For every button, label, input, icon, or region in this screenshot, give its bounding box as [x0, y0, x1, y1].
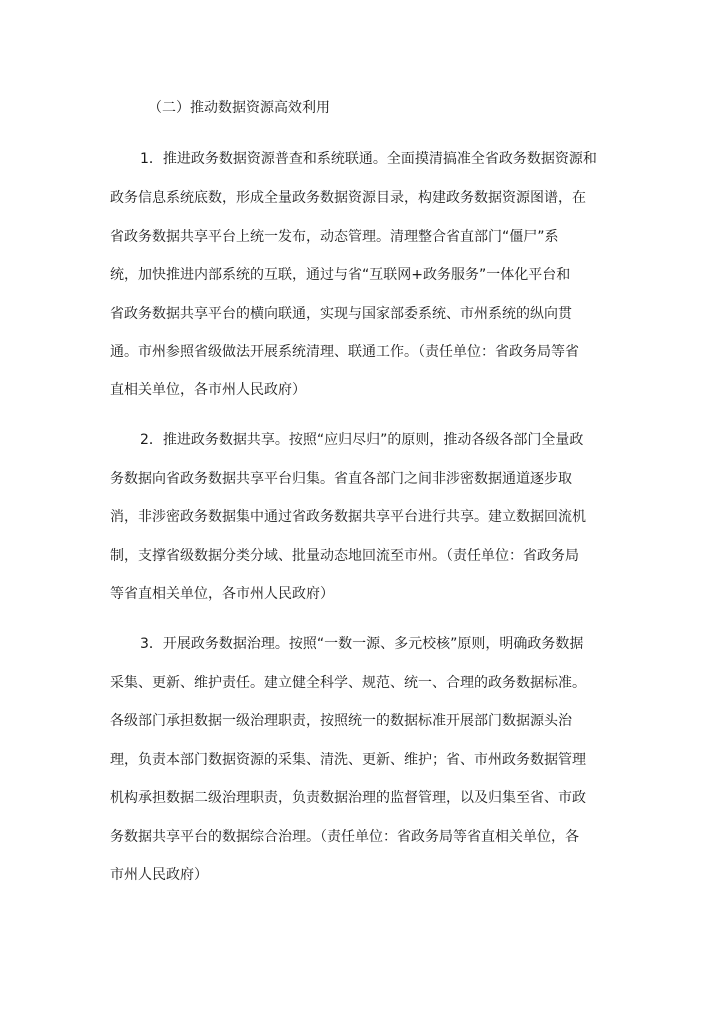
- paragraph-1-line: 1．推进政务数据资源普查和系统联通。全面摸清搞准全省政务数据资源和: [140, 151, 597, 167]
- paragraph-2-line: 制，支撑省级数据分类分域、批量动态地回流至市州。（责任单位：省政务局: [110, 548, 579, 564]
- paragraph-3-line: 市州人民政府）: [110, 867, 208, 883]
- paragraph-1-line: 政务信息系统底数，形成全量政务数据资源目录，构建政务数据资源图谱，在: [110, 190, 586, 206]
- paragraph-2-line: 等省直相关单位，各市州人民政府）: [110, 586, 334, 602]
- paragraph-3-line: 理，负责本部门数据资源的采集、清洗、更新、维护；省、市州政务数据管理: [110, 752, 586, 768]
- paragraph-1-line: 统，加快推进内部系统的互联，通过与省“互联网+政务服务”一体化平台和: [110, 267, 571, 283]
- paragraph-1-line: 通。市州参照省级做法开展系统清理、联通工作。（责任单位：省政务局等省: [110, 344, 579, 360]
- paragraph-2-line: 2．推进政务数据共享。按照“应归尽归”的原则，推动各级各部门全量政: [140, 432, 584, 448]
- paragraph-2-line: 消，非涉密政务数据集中通过省政务数据共享平台进行共享。建立数据回流机: [110, 509, 586, 525]
- paragraph-3-line: 3．开展政务数据治理。按照“一数一源、多元校核”原则，明确政务数据: [140, 636, 584, 652]
- paragraph-3-line: 机构承担数据二级治理职责，负责数据治理的监督管理，以及归集至省、市政: [110, 790, 586, 806]
- paragraph-1-line: 省政务数据共享平台上统一发布，动态管理。清理整合省直部门“僵尸”系: [110, 229, 559, 245]
- paragraph-3-line: 各级部门承担数据一级治理职责，按照统一的数据标准开展部门数据源头治: [110, 713, 572, 729]
- paragraph-3-line: 采集、更新、维护责任。建立健全科学、规范、统一、合理的政务数据标准。: [110, 675, 586, 691]
- paragraph-1-line: 直相关单位，各市州人民政府）: [110, 382, 306, 398]
- paragraph-1-line: 省政务数据共享平台的横向联通，实现与国家部委系统、市州系统的纵向贯: [110, 306, 572, 322]
- section-heading: （二）推动数据资源高效利用: [148, 100, 330, 116]
- paragraph-2-line: 务数据向省政务数据共享平台归集。省直各部门之间非涉密数据通道逐步取: [110, 471, 572, 487]
- paragraph-3-line: 务数据共享平台的数据综合治理。（责任单位：省政务局等省直相关单位，各: [110, 829, 579, 845]
